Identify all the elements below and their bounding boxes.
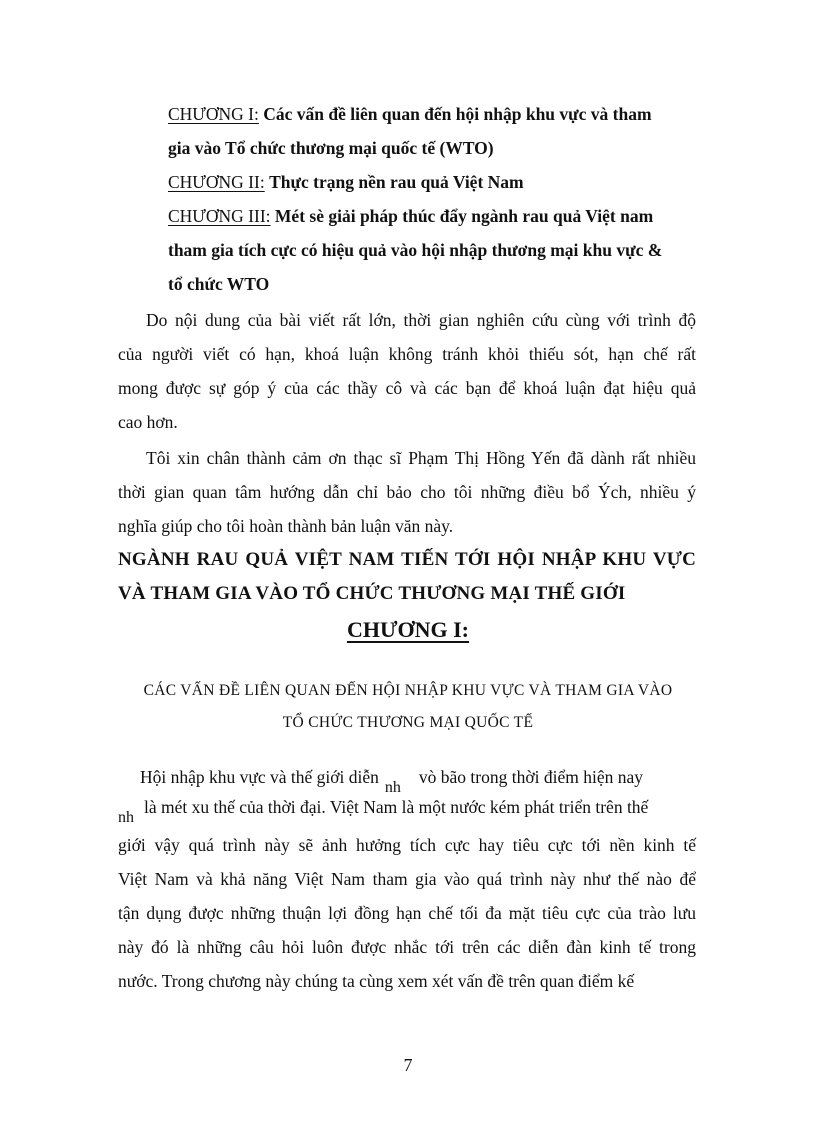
paragraph-line: thời gian quan tâm hướng dẫn chỉ bảo cho tôi những điều bổ Ých, nhiều ý bbox=[118, 482, 696, 502]
paragraph-text: vò bão trong thời điểm hiện nay bbox=[418, 767, 643, 787]
paragraph-line: Việt Nam và khả năng Việt Nam tham gia vào quá trình này như thế nào để bbox=[118, 869, 696, 889]
paragraph-line: Tôi xin chân thành cảm ơn thạc sĩ Phạm Thị Hồng Yến đã dành rất nhiều bbox=[146, 448, 696, 468]
toc-chapter-2-label: CHƯƠNG II: bbox=[168, 172, 265, 192]
main-title-line: VÀ THAM GIA VÀO TỔ CHỨC THƯƠNG MẠI THẾ GIỚI bbox=[118, 583, 626, 604]
paragraph-line bbox=[140, 765, 643, 796]
toc-chapter-3-title: Mét sè giải pháp thúc đẩy ngành rau quả Việt nam bbox=[274, 206, 654, 226]
paragraph-line: cao hơn. bbox=[118, 412, 178, 432]
chapter-subtitle-line: TỔ CHỨC THƯƠNG MẠI QUỐC TẾ bbox=[282, 714, 534, 731]
main-title-line: NGÀNH RAU QUẢ VIỆT NAM TIẾN TỚI HỘI NHẬP KHU VỰC bbox=[118, 549, 696, 570]
paragraph-line: nghĩa giúp cho tôi hoàn thành bản luận văn này. bbox=[118, 516, 454, 536]
paragraph-line bbox=[118, 795, 649, 826]
paragraph-line: này đó là những câu hỏi luôn được nhắc tới trên các diễn đàn kinh tế trong bbox=[118, 937, 696, 957]
toc-chapter-3 bbox=[168, 204, 653, 228]
toc-chapter-3-title-cont2: tổ chức WTO bbox=[168, 274, 270, 294]
toc-chapter-1-label: CHƯƠNG I: bbox=[168, 104, 259, 124]
toc-chapter-2 bbox=[168, 170, 524, 194]
paragraph-line: mong được sự góp ý của các thầy cô và các bạn để khoá luận đạt hiệu quả bbox=[118, 378, 696, 398]
paragraph-line: nước. Trong chương này chúng ta cùng xem xét vấn đề trên quan điểm kế bbox=[118, 971, 635, 991]
toc-chapter-3-title-cont: tham gia tích cực có hiệu quả vào hội nhập thương mại khu vực & bbox=[168, 240, 663, 260]
paragraph-line: giới vậy quá trình này sẽ ảnh hưởng tích cực hay tiêu cực tới nền kinh tế bbox=[118, 835, 696, 855]
subscript-text: nh bbox=[384, 779, 401, 796]
toc-chapter-1-title-cont: gia vào Tổ chức thương mại quốc tế (WTO) bbox=[168, 138, 494, 158]
chapter-subtitle-line: CÁC VẤN ĐỀ LIÊN QUAN ĐẾN HỘI NHẬP KHU VỰC VÀ THAM GIA VÀO bbox=[143, 682, 673, 699]
toc-chapter-3-label: CHƯƠNG III: bbox=[168, 206, 271, 226]
paragraph-text: là mét xu thế của thời đại. Việt Nam là một nước kém phát triển trên thế bbox=[144, 797, 649, 817]
chapter-heading: CHƯƠNG I: bbox=[346, 617, 469, 642]
toc-chapter-1-title: Các vấn đề liên quan đến hội nhập khu vực và tham bbox=[263, 104, 652, 124]
toc-chapter-1 bbox=[168, 102, 652, 126]
paragraph-text: Hội nhập khu vực và thế giới diễn bbox=[140, 767, 379, 787]
paragraph-line: của người viết có hạn, khoá luận không tránh khỏi thiếu sót, hạn chế rất bbox=[118, 344, 696, 364]
paragraph-line: Do nội dung của bài viết rất lớn, thời gian nghiên cứu cùng với trình độ bbox=[146, 310, 696, 330]
paragraph-line: tận dụng được những thuận lợi đồng hạn chế tối đa mặt tiêu cực của trào lưu bbox=[118, 903, 696, 923]
toc-chapter-2-title: Thực trạng nền rau quả Việt Nam bbox=[269, 172, 524, 192]
subscript-text: nh bbox=[118, 809, 134, 826]
page-number: 7 bbox=[403, 1055, 413, 1075]
